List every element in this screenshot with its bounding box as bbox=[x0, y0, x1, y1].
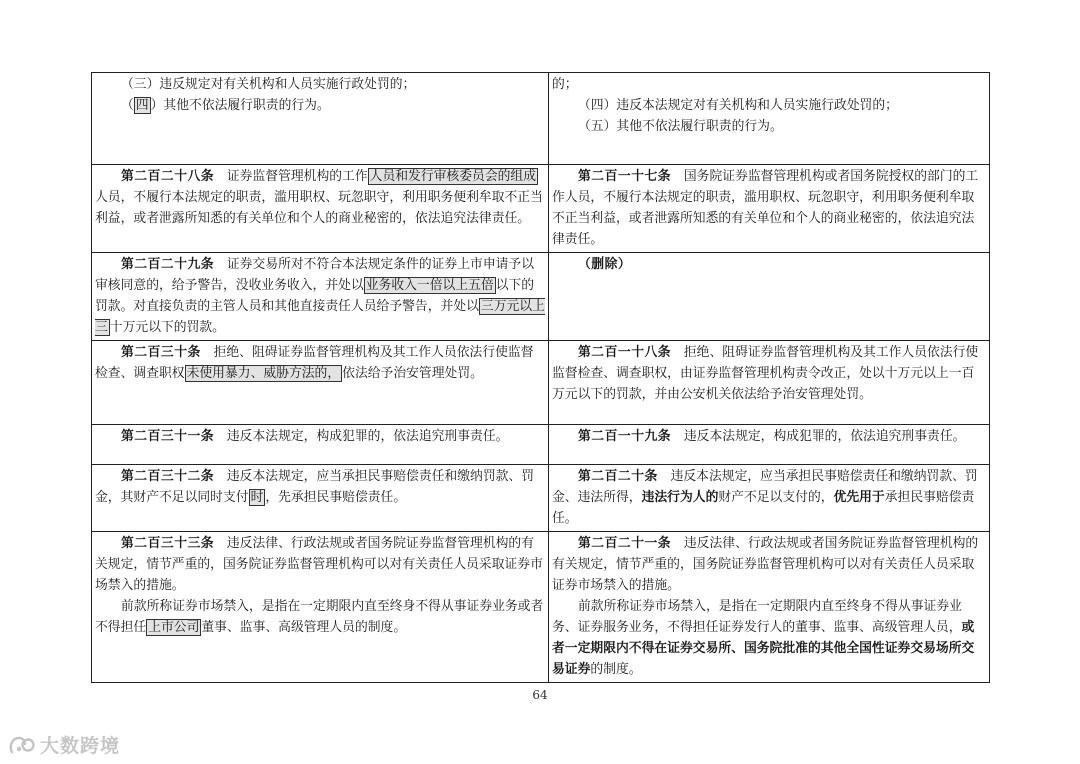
paragraph bbox=[552, 596, 986, 680]
highlighted-change: 上市公司 bbox=[148, 620, 200, 635]
body-text: 依法给予治安管理处罚。 bbox=[342, 366, 483, 381]
article-number: 第二百三十三条 bbox=[121, 536, 215, 551]
article-number: 第二百二十一条 bbox=[578, 536, 672, 551]
body-text: 违反法律、行政法规或者国务院证券监督管理机构的有关规定，情节严重的，国务院证券监督管理机构可以对有关责任人员采取证券市场禁入的措施。 bbox=[95, 536, 543, 593]
table-row bbox=[92, 341, 990, 425]
table-row bbox=[92, 73, 990, 165]
body-text: ，先承担民事赔偿责任。 bbox=[265, 490, 407, 505]
paragraph bbox=[95, 596, 545, 638]
watermark bbox=[8, 731, 120, 758]
new-text-cell bbox=[549, 341, 990, 425]
paragraph bbox=[552, 466, 986, 529]
text-line bbox=[552, 95, 986, 116]
paragraph bbox=[95, 254, 545, 338]
text-line bbox=[95, 95, 545, 116]
body-text: 前款所称证券市场禁入，是指在一定期限内直至终身不得从事证券业务、证券服务业务，不得担任证券发行人的董事、监事、高级管理人员， bbox=[552, 599, 962, 635]
old-text-cell bbox=[92, 165, 549, 253]
text-line bbox=[552, 74, 986, 95]
old-text-cell bbox=[92, 341, 549, 425]
article-number: 第二百二十条 bbox=[578, 469, 658, 484]
paragraph bbox=[552, 342, 986, 405]
body-text: （五）其他不依法履行职责的行为。 bbox=[578, 119, 783, 134]
table-row bbox=[92, 165, 990, 253]
new-text-cell bbox=[549, 532, 990, 683]
article-number: 第二百二十八条 bbox=[121, 169, 215, 184]
body-text: 拒绝、阻碍证券监督管理机构及其工作人员依法行使监督检查、调查职权 bbox=[95, 345, 534, 381]
body-text: 的； bbox=[552, 77, 578, 92]
new-text-cell bbox=[549, 253, 990, 341]
old-text-cell bbox=[92, 532, 549, 683]
paragraph bbox=[552, 254, 986, 275]
highlighted-change: 三万元以上三 bbox=[95, 299, 545, 335]
body-text: 违反本法规定，应当承担民事赔偿责任和缴纳罚款、罚金，其财产不足以同时支付 bbox=[95, 469, 534, 505]
bold-amendment: 违法行为人的 bbox=[641, 490, 719, 505]
paragraph bbox=[95, 426, 545, 447]
body-text: 证券监督管理机构的工作 bbox=[214, 169, 368, 184]
body-text: 违反本法规定，构成犯罪的，依法追究刑事责任。 bbox=[671, 429, 966, 444]
article-number: 第二百一十八条 bbox=[578, 345, 672, 360]
old-text-cell bbox=[92, 73, 549, 165]
body-text: 的制度。 bbox=[590, 662, 642, 677]
article-number: 第二百一十九条 bbox=[578, 429, 672, 444]
body-text: 前款所称证券市场禁入，是指在一定期限内直至终身不得从事证券业务或者不得担任 bbox=[95, 599, 544, 635]
article-number: （删除） bbox=[578, 257, 632, 272]
body-text: 拒绝、阻碍证券监督管理机构及其工作人员依法行使监督检查、调查职权，由证券监督管理机构责令改正，处以十万元以上一百万元以下的罚款，并由公安机关依法给予治安管理处罚。 bbox=[552, 345, 979, 402]
bold-amendment: 或者一定期限内不得在证券交易所、国务院批准的其他全国性证券交易场所交易证券 bbox=[552, 620, 975, 677]
old-text-cell bbox=[92, 425, 549, 465]
body-text: 人员，不履行本法规定的职责，滥用职权、玩忽职守，利用职务便利牟取不正当利益，或者泄露所知悉的有关单位和个人的商业秘密的，依法追究法律责任。 bbox=[95, 190, 543, 226]
article-number: 第二百三十二条 bbox=[121, 469, 215, 484]
new-text-cell bbox=[549, 165, 990, 253]
paragraph bbox=[552, 533, 986, 596]
body-text: （三）违反规定对有关机构和人员实施行政处罚的； bbox=[121, 77, 416, 92]
body-text: 承担民事赔偿责任。 bbox=[552, 490, 975, 526]
body-text: 违反法律、行政法规或者国务院证券监督管理机构的有关规定，情节严重的，国务院证券监督管理机构可以对有关责任人员采取证券市场禁入的措施。 bbox=[552, 536, 979, 593]
highlighted-change: 未使用暴力、威胁方法的， bbox=[186, 366, 341, 381]
highlighted-change: 业务收入一倍以上五倍 bbox=[365, 278, 494, 293]
page-number: 64 bbox=[532, 688, 548, 702]
paragraph bbox=[552, 166, 986, 250]
paragraph bbox=[95, 533, 545, 596]
old-text-cell bbox=[92, 465, 549, 532]
body-text: 财产不足以支付的， bbox=[718, 490, 834, 505]
text-line bbox=[552, 116, 986, 137]
article-number: 第二百二十九条 bbox=[121, 257, 215, 272]
body-text: （ bbox=[121, 98, 134, 113]
table-row bbox=[92, 253, 990, 341]
comparison-table bbox=[91, 72, 990, 683]
body-text: 十万元以下的罚款。 bbox=[109, 320, 225, 335]
body-text: ）其他不依法履行职责的行为。 bbox=[150, 98, 330, 113]
article-number: 第二百三十条 bbox=[121, 345, 201, 360]
text-line bbox=[95, 74, 545, 95]
body-text: 以下的罚款。对直接负责的主管人员和其他直接责任人员给予警告，并处以 bbox=[95, 278, 535, 314]
table-row bbox=[92, 465, 990, 532]
paragraph bbox=[95, 466, 545, 508]
table-row bbox=[92, 425, 990, 465]
body-text: 违反本法规定，构成犯罪的，依法追究刑事责任。 bbox=[214, 429, 509, 444]
bold-amendment: 优先用于 bbox=[833, 490, 885, 505]
body-text: 国务院证券监督管理机构或者国务院授权的部门的工作人员，不履行本法规定的职责，滥用职权、玩忽职守，利用职务便利牟取不正当利益，或者泄露所知悉的有关单位和个人的商业秘密的，依法追究法律责任。 bbox=[552, 169, 979, 247]
body-text: 证券交易所对不符合本法规定条件的证券上市申请予以审核同意的，给予警告，没收业务收入，并处以 bbox=[95, 257, 534, 293]
highlighted-change: 四 bbox=[135, 98, 149, 113]
body-text: （四）违反本法规定对有关机构和人员实施行政处罚的； bbox=[578, 98, 898, 113]
new-text-cell bbox=[549, 73, 990, 165]
paragraph bbox=[552, 426, 986, 447]
article-number: 第二百一十七条 bbox=[578, 169, 672, 184]
watermark-text: 大数跨境 bbox=[40, 735, 121, 757]
highlighted-change: 人员和发行审核委员会的组成 bbox=[369, 169, 536, 184]
body-text: 违反本法规定，应当承担民事赔偿责任和缴纳罚款、罚金、违法所得， bbox=[552, 469, 978, 505]
new-text-cell bbox=[549, 465, 990, 532]
highlighted-change: 时 bbox=[250, 490, 264, 505]
paragraph bbox=[95, 166, 545, 229]
body-text: 董事、监事、高级管理人员的制度。 bbox=[201, 620, 407, 635]
new-text-cell bbox=[549, 425, 990, 465]
article-number: 第二百三十一条 bbox=[121, 429, 215, 444]
old-text-cell bbox=[92, 253, 549, 341]
brand-logo-icon bbox=[8, 734, 38, 756]
paragraph bbox=[95, 342, 545, 384]
table-row bbox=[92, 532, 990, 683]
